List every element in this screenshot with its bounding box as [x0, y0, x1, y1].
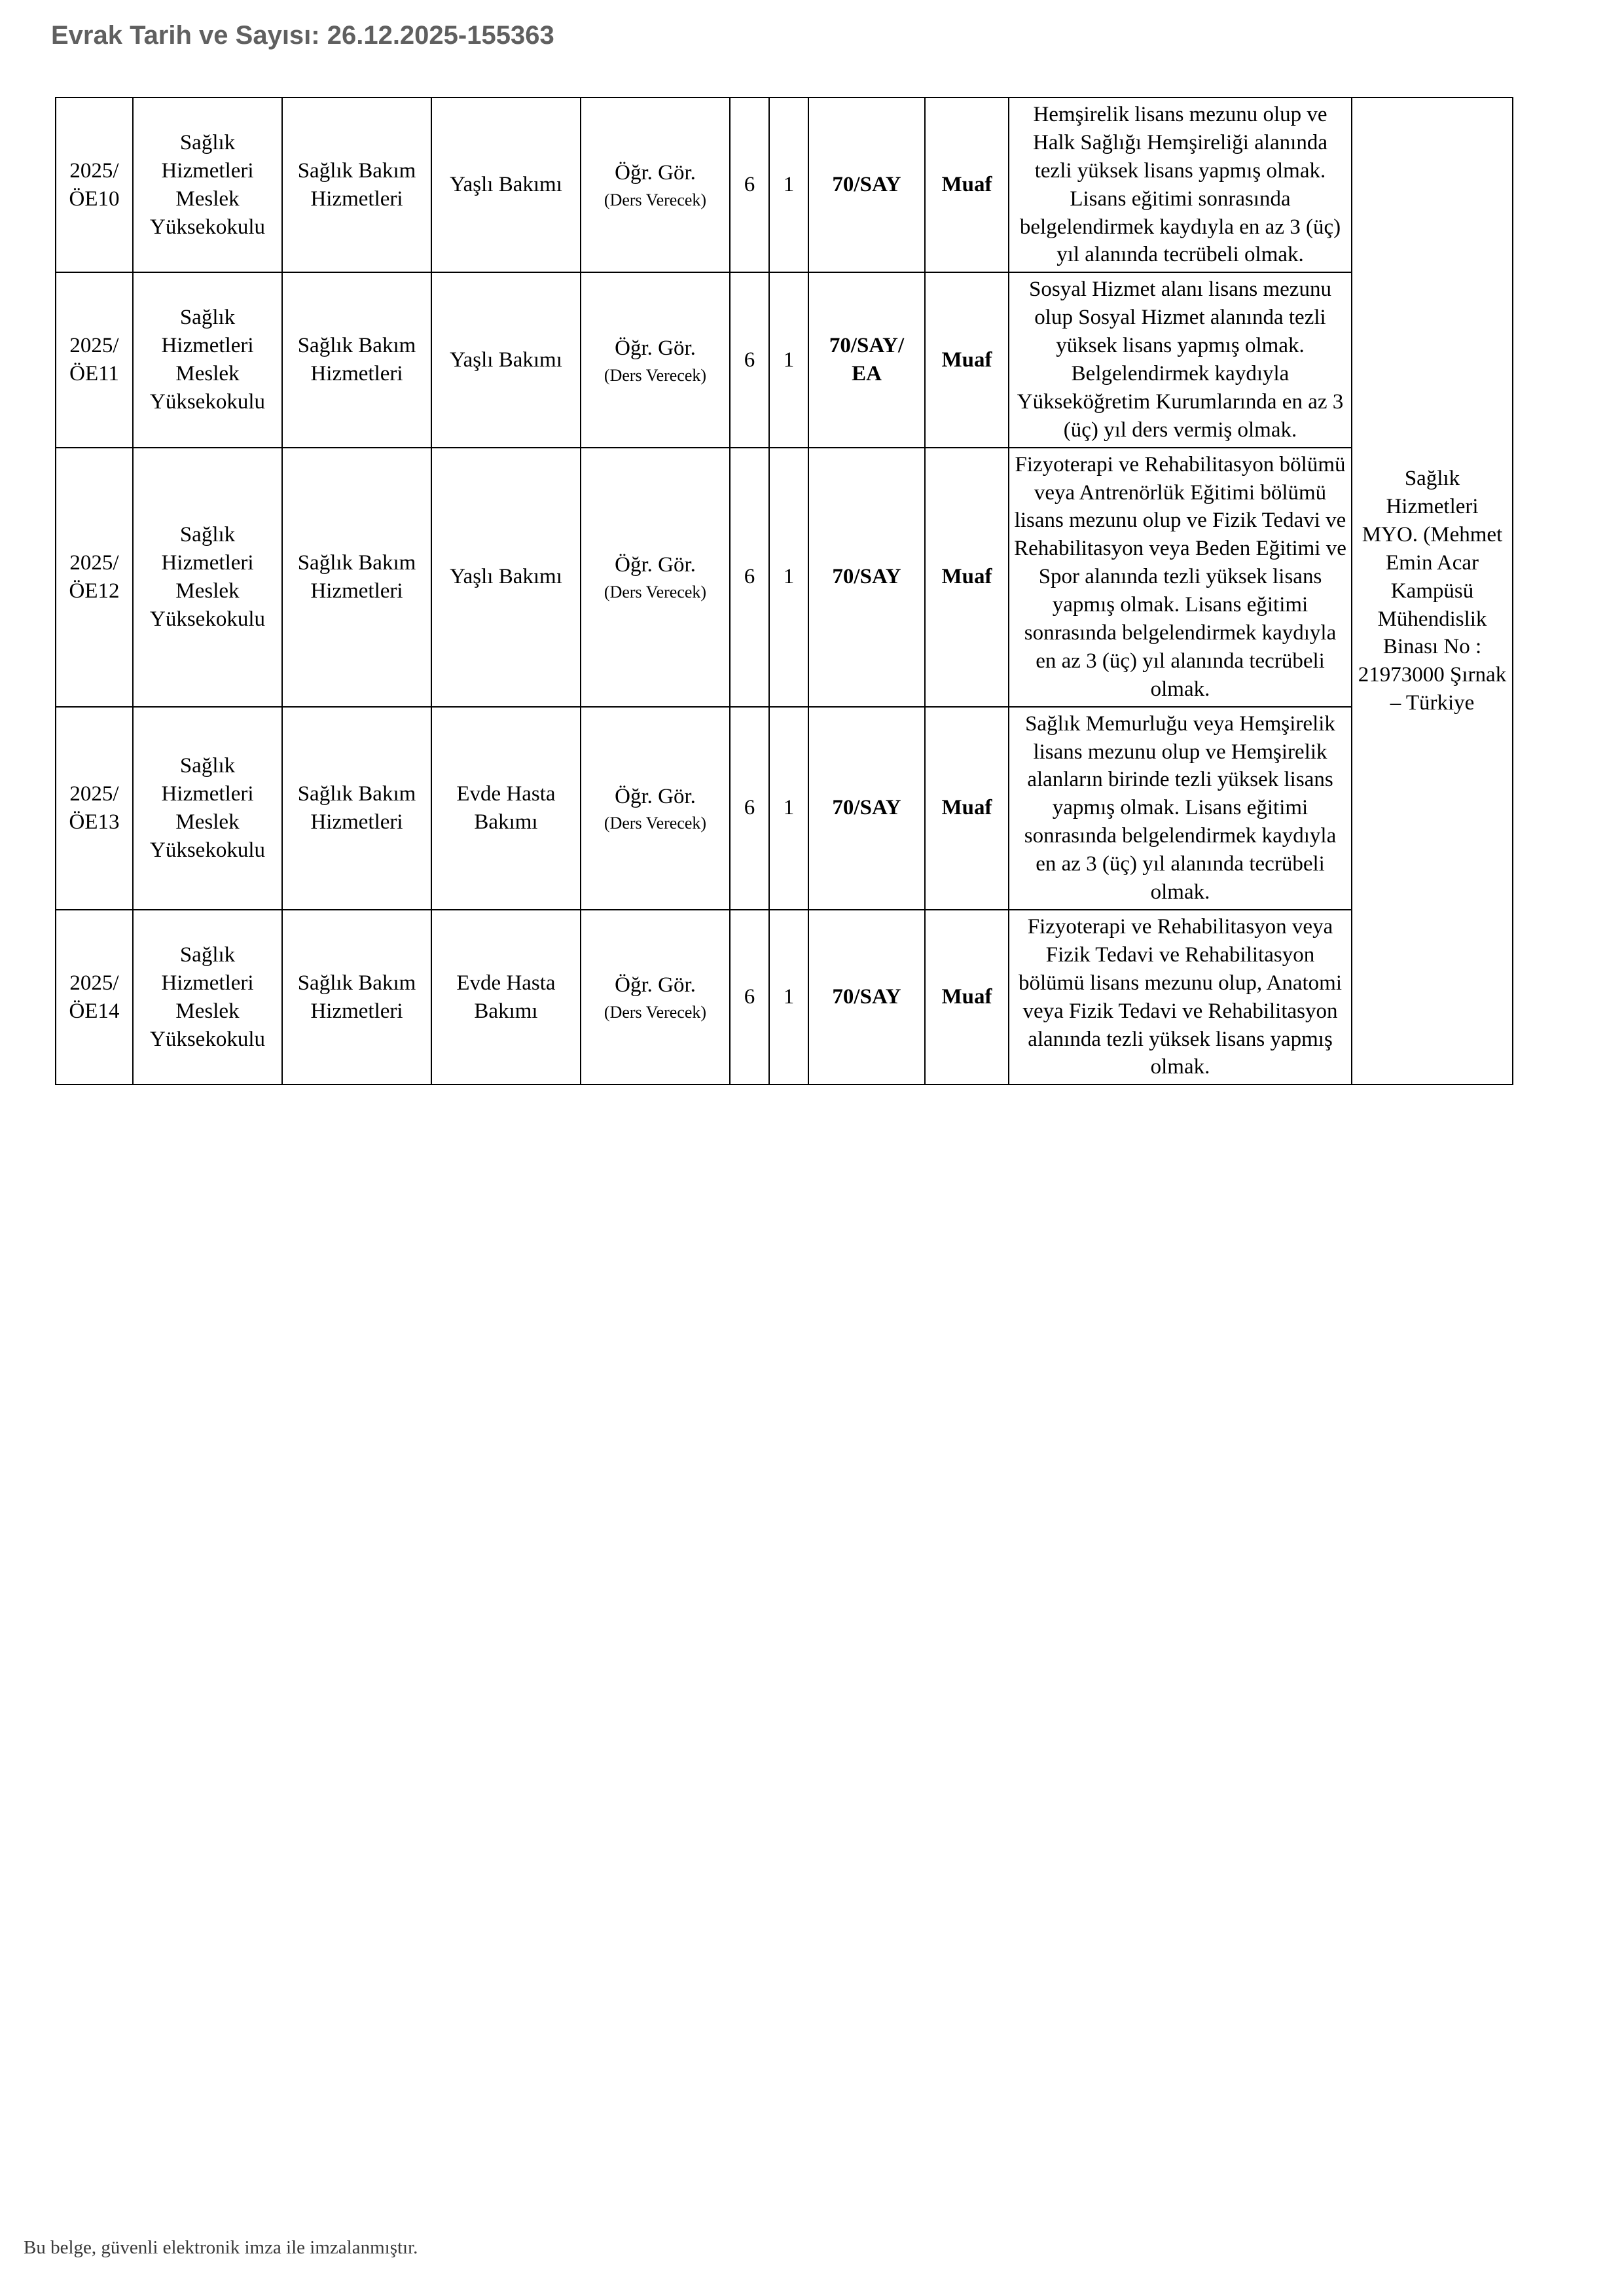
cell-workplace-address: Sağlık Hizmetleri MYO. (Mehmet Emin Acar Kampüsü Mühendislik Binası No : 21973000 Şırnak – Türkiye [1352, 98, 1513, 1085]
evrak-date-number-stamp: Evrak Tarih ve Sayısı: 26.12.2025-155363 [51, 21, 554, 50]
positions-table-wrapper [55, 97, 1512, 1085]
cell-degree: 6 [730, 448, 769, 707]
cell-position-code: 2025/ ÖE13 [56, 707, 133, 910]
cell-unit: Sağlık Hizmetleri Meslek Yüksekokulu [133, 910, 282, 1085]
cell-program: Evde Hasta Bakımı [431, 910, 581, 1085]
cell-special-criteria: Sağlık Memurluğu veya Hemşirelik lisans mezunu olup ve Hemşirelik alanların birinde tezli yüksek lisans yapmış olmak. Lisans eğitimi sonrasında belgelendirmek kaydıyla en az 3 (üç) yıl alanında tecrübeli olmak. [1009, 707, 1352, 910]
cell-special-criteria: Hemşirelik lisans mezunu olup ve Halk Sağlığı Hemşireliği alanında tezli yüksek lisans yapmış olmak. Lisans eğitimi sonrasında belgelendirmek kaydıyla en az 3 (üç) yıl alanında tecrübeli olmak. [1009, 98, 1352, 272]
cell-unit: Sağlık Hizmetleri Meslek Yüksekokulu [133, 707, 282, 910]
academic-title-note: (Ders Verecek) [604, 1003, 707, 1022]
cell-department: Sağlık Bakım Hizmetleri [282, 272, 431, 447]
academic-title-main: Öğr. Gör. [615, 784, 696, 808]
cell-department: Sağlık Bakım Hizmetleri [282, 910, 431, 1085]
cell-language-score: Muaf [925, 272, 1009, 447]
cell-unit: Sağlık Hizmetleri Meslek Yüksekokulu [133, 272, 282, 447]
cell-position-code: 2025/ ÖE12 [56, 448, 133, 707]
academic-title-note: (Ders Verecek) [604, 583, 707, 602]
table-row [56, 707, 1513, 910]
cell-unit: Sağlık Hizmetleri Meslek Yüksekokulu [133, 448, 282, 707]
academic-title-main: Öğr. Gör. [615, 973, 696, 997]
table-row [56, 272, 1513, 447]
cell-degree: 6 [730, 910, 769, 1085]
cell-department: Sağlık Bakım Hizmetleri [282, 707, 431, 910]
academic-title-note: (Ders Verecek) [604, 814, 707, 833]
cell-academic-title [581, 98, 730, 272]
academic-title-main: Öğr. Gör. [615, 161, 696, 185]
cell-ales-score: 70/SAY [808, 707, 925, 910]
academic-title-note: (Ders Verecek) [604, 190, 707, 210]
academic-title-main: Öğr. Gör. [615, 336, 696, 360]
cell-ales-score: 70/SAY/ EA [808, 272, 925, 447]
academic-title-note: (Ders Verecek) [604, 365, 707, 385]
cell-degree: 6 [730, 707, 769, 910]
cell-program: Evde Hasta Bakımı [431, 707, 581, 910]
cell-degree: 6 [730, 272, 769, 447]
positions-table [55, 97, 1513, 1085]
cell-ales-score: 70/SAY [808, 448, 925, 707]
cell-special-criteria: Fizyoterapi ve Rehabilitasyon bölümü veya Antrenörlük Eğitimi bölümü lisans mezunu olup ve Fizik Tedavi ve Rehabilitasyon veya Beden Eğitimi ve Spor alanında tezli yüksek lisans yapmış olmak. Lisans eğitimi sonrasında belgelendirmek kaydıyla en az 3 (üç) yıl alanında tecrübeli olmak. [1009, 448, 1352, 707]
cell-ales-score: 70/SAY [808, 98, 925, 272]
cell-program: Yaşlı Bakımı [431, 272, 581, 447]
cell-unit: Sağlık Hizmetleri Meslek Yüksekokulu [133, 98, 282, 272]
cell-count: 1 [769, 448, 808, 707]
cell-count: 1 [769, 98, 808, 272]
cell-academic-title [581, 707, 730, 910]
cell-position-code: 2025/ ÖE10 [56, 98, 133, 272]
cell-program: Yaşlı Bakımı [431, 98, 581, 272]
cell-position-code: 2025/ ÖE14 [56, 910, 133, 1085]
table-row [56, 448, 1513, 707]
electronic-signature-note: Bu belge, güvenli elektronik imza ile imzalanmıştır. [24, 2237, 418, 2258]
cell-academic-title [581, 910, 730, 1085]
cell-program: Yaşlı Bakımı [431, 448, 581, 707]
cell-degree: 6 [730, 98, 769, 272]
cell-special-criteria: Sosyal Hizmet alanı lisans mezunu olup Sosyal Hizmet alanında tezli yüksek lisans yapmış olmak. Belgelendirmek kaydıyla Yükseköğretim Kurumlarında en az 3 (üç) yıl ders vermiş olmak. [1009, 272, 1352, 447]
cell-ales-score: 70/SAY [808, 910, 925, 1085]
table-row [56, 98, 1513, 272]
cell-language-score: Muaf [925, 910, 1009, 1085]
cell-count: 1 [769, 272, 808, 447]
cell-language-score: Muaf [925, 98, 1009, 272]
academic-title-main: Öğr. Gör. [615, 553, 696, 577]
cell-academic-title [581, 272, 730, 447]
cell-count: 1 [769, 910, 808, 1085]
cell-special-criteria: Fizyoterapi ve Rehabilitasyon veya Fizik Tedavi ve Rehabilitasyon bölümü lisans mezunu olup, Anatomi veya Fizik Tedavi ve Rehabilitasyon alanında tezli yüksek lisans yapmış olmak. [1009, 910, 1352, 1085]
cell-department: Sağlık Bakım Hizmetleri [282, 448, 431, 707]
cell-language-score: Muaf [925, 707, 1009, 910]
cell-language-score: Muaf [925, 448, 1009, 707]
cell-count: 1 [769, 707, 808, 910]
table-row [56, 910, 1513, 1085]
cell-academic-title [581, 448, 730, 707]
cell-position-code: 2025/ ÖE11 [56, 272, 133, 447]
cell-department: Sağlık Bakım Hizmetleri [282, 98, 431, 272]
